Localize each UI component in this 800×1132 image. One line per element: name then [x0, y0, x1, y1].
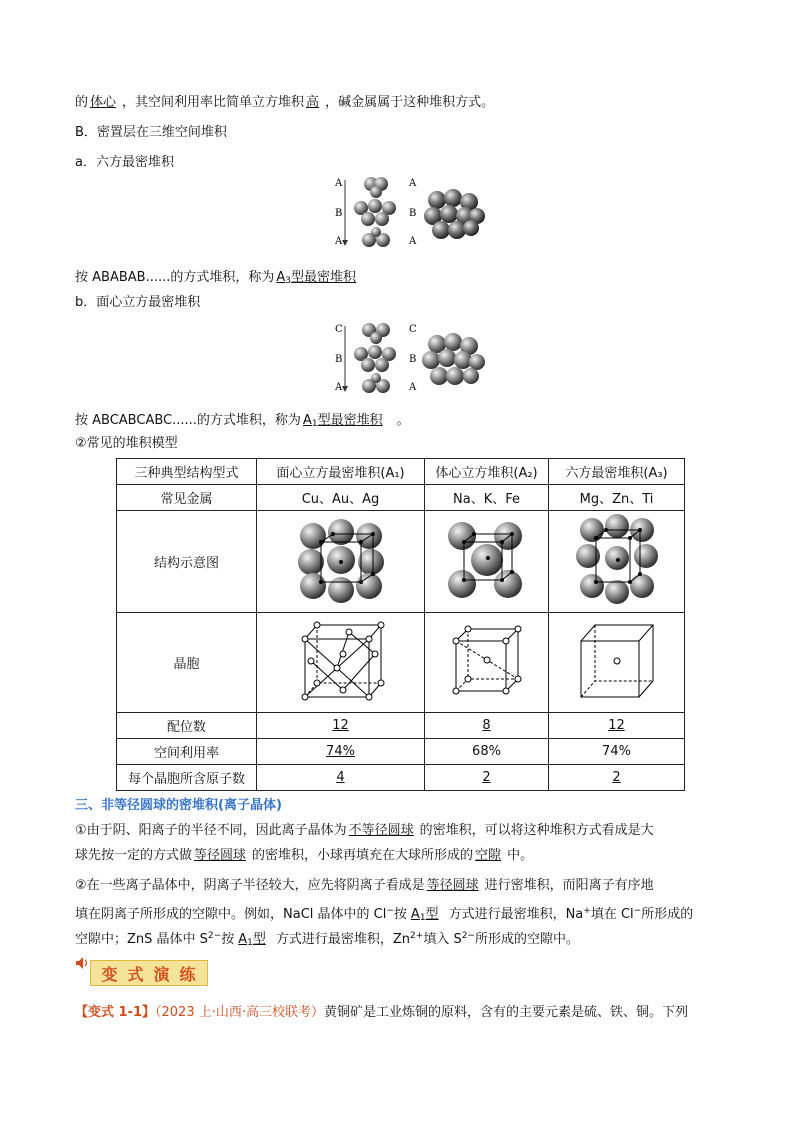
hcp-layers: [354, 177, 396, 247]
row-label: 配位数: [117, 713, 257, 739]
hcp-right-label-top: A: [409, 178, 417, 189]
table-row: [117, 613, 685, 713]
table-cell: Na、K、Fe: [425, 485, 549, 511]
hcp-cluster: [424, 189, 485, 239]
fcc-left-label-top: C: [335, 324, 343, 335]
heading-hcp: a．六方最密堆积: [75, 155, 174, 170]
table-row: [117, 485, 685, 511]
bcc-structure-image: [425, 511, 549, 613]
hcp-left-label-top: A: [335, 178, 343, 189]
table-header-row: [117, 459, 685, 485]
table-row: [117, 765, 685, 791]
table-cell: 4: [257, 765, 425, 791]
fcc-unit-cell: [257, 613, 425, 713]
row-label: 空间利用率: [117, 739, 257, 765]
fcc-left-label-bot: A: [335, 382, 343, 393]
paragraph-line: 空隙中；ZnS 晶体中 $S^{2-}$按 $A_1$型 方式进行最密堆积，$Zn^{2+}$填入 $S^{2-}$所形成的空隙中。: [75, 931, 579, 948]
table-cell: 12: [549, 713, 685, 739]
paragraph-line: 填在阴离子所形成的空隙中。例如，NaCl 晶体中的 Cl−按 $A_1$型 方式进行最密堆积，Na+填在 Cl−所形成的: [75, 906, 694, 923]
hcp-right-label-bot: A: [409, 236, 417, 247]
section-heading-3: 三、非等径圆球的密堆积(离子晶体): [75, 798, 282, 813]
answer-body-center: 体心: [90, 95, 117, 110]
intro-line: 的 体心 ，其空间利用率比简单立方堆积 高 ，碱金属属于这种堆积方式。: [75, 93, 494, 113]
table-cell: 74%: [549, 739, 685, 765]
table-cell: Mg、Zn、Ti: [549, 485, 685, 511]
fcc-structure-image: [257, 511, 425, 613]
answer-a1: $A_1$型最密堆积: [302, 413, 383, 429]
table-cell: 74%: [257, 739, 425, 765]
row-label: 常见金属: [117, 485, 257, 511]
paragraph-line: ②在一些离子晶体中，阴离子半径较大，应先将阴离子看成是 等径圆球 进行密堆积，而阳离子有序地: [75, 878, 654, 893]
fcc-right-label-top: C: [409, 324, 417, 335]
heading-fcc: b．面心立方最密堆积: [75, 295, 201, 310]
table-cell: 2: [425, 765, 549, 791]
variant-source: （2023 上·山西·高三校联考）: [155, 1005, 324, 1020]
hcp-statement: 按 ABABAB......的方式堆积，称为 $A_3$型最密堆积: [75, 268, 370, 291]
row-label: 每个晶胞所含原子数: [117, 765, 257, 791]
fcc-layers: [354, 323, 396, 393]
table-row: [117, 511, 685, 613]
fcc-right-label-mid: B: [409, 354, 417, 365]
fcc-right-label-bot: A: [409, 382, 417, 393]
row-label: 结构示意图: [117, 511, 257, 613]
table-row: [117, 713, 685, 739]
paragraph-line: ①由于阴、阳离子的半径不同，因此离子晶体为 不等径圆球 的密堆积，可以将这种堆积方式看成是大: [75, 823, 654, 838]
hcp-right-label-mid: B: [409, 208, 417, 219]
heading-b: B．密置层在三维空间堆积: [75, 125, 227, 140]
variant-question: 【变式 1-1】（2023 上·山西·高三校联考）黄铜矿是工业炼铜的原料，含有的主要元素是硫、铁、铜。下列: [75, 1005, 689, 1020]
table-row: [117, 739, 685, 765]
table-cell: 2: [549, 765, 685, 791]
hcp-layer-figure: [325, 172, 485, 252]
table-cell: Cu、Au、Ag: [257, 485, 425, 511]
table-cell: 12: [257, 713, 425, 739]
variant-label: 【变式 1-1】: [75, 1005, 156, 1020]
packing-models-table: [116, 458, 685, 791]
fcc-left-label-mid: B: [335, 354, 343, 365]
hcp-unit-cell: [549, 613, 685, 713]
table-cell: 68%: [425, 739, 549, 765]
hcp-left-label-mid: B: [335, 208, 343, 219]
fcc-layer-figure: [325, 318, 485, 398]
speaker-icon: [75, 956, 89, 970]
table-cell: 8: [425, 713, 549, 739]
bcc-unit-cell: [425, 613, 549, 713]
hcp-left-label-bot: A: [335, 236, 343, 247]
answer-higher: 高: [306, 95, 320, 110]
paragraph-line: 球先按一定的方式做 等径圆球 的密堆积，小球再填充在大球所形成的 空隙 中。: [75, 848, 534, 863]
badge-box: 变 式 演 练: [90, 960, 208, 986]
header-cell: 六方最密堆积(A₃): [549, 459, 685, 485]
answer-a3: $A_3$型最密堆积: [276, 270, 357, 286]
hcp-structure-image: [549, 511, 685, 613]
heading-models: ②常见的堆积模型: [75, 436, 178, 451]
header-cell: 面心立方最密堆积(A₁): [257, 459, 425, 485]
header-cell: 体心立方堆积(A₂): [425, 459, 549, 485]
header-cell: 三种典型结构型式: [117, 459, 257, 485]
fcc-statement: 按 ABCABCABC......的方式堆积，称为 $A_1$型最密堆积 。: [75, 411, 410, 434]
fcc-cluster: [422, 333, 485, 385]
row-label: 晶胞: [117, 613, 257, 713]
